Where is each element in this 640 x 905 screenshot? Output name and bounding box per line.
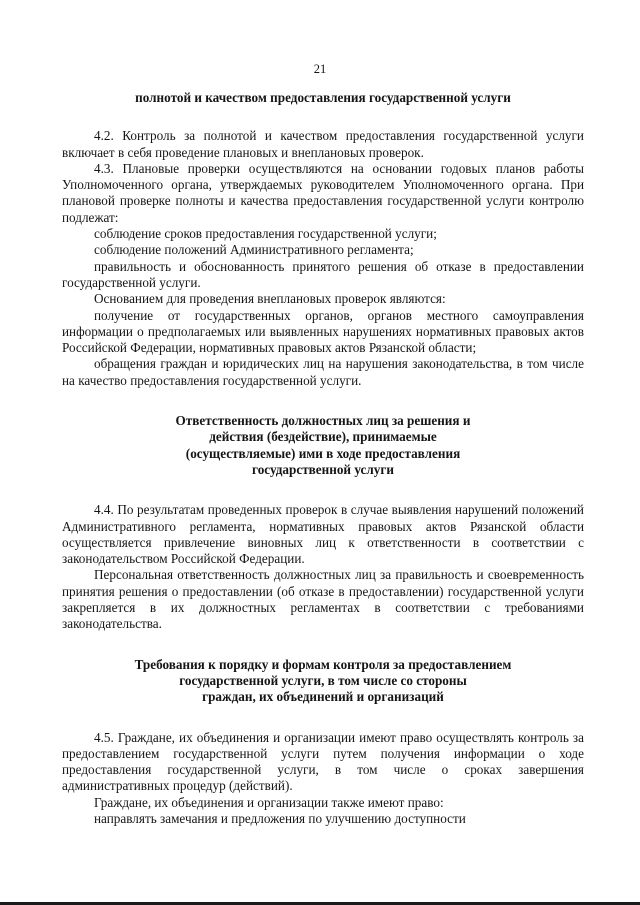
paragraph-citizens-rights: Граждане, их объединения и организации также имеют право: <box>94 794 444 810</box>
requirements-heading <box>62 657 584 706</box>
continued-section-heading: полнотой и качеством предоставления государственной услуги <box>135 90 511 105</box>
section-requirements-body <box>62 730 584 828</box>
list-item-decision-validity: правильность и обоснованность принятого решения об отказе в предоставлении государственной услуги. <box>62 258 584 290</box>
paragraph-unscheduled-grounds: Основанием для проведения внеплановых проверок являются: <box>94 291 446 307</box>
heading-line: граждан, их объединений и организаций <box>202 689 444 705</box>
section-control-body <box>62 128 584 389</box>
paragraph-4-4: 4.4. По результатам проведенных проверок в случае выявления нарушений положений Административного регламента, нормативных правовых актов Рязанской области осуществляется привлечение виновных лиц к ответственности в соответствии с законодательством Российской Федерации. <box>62 502 584 567</box>
responsibility-heading <box>62 413 584 478</box>
paragraph-personal-responsibility: Персональная ответственность должностных лиц за правильность и своевременность принятия решения о предоставлении (об отказе в предоставлении) государственной услуги закрепляется в их должностных регламентах в соответствии с требованиями законодательства. <box>62 567 584 632</box>
heading-line: Требования к порядку и формам контроля за предоставлением <box>134 656 512 672</box>
heading-line: Ответственность должностных лиц за решения и <box>175 413 471 429</box>
paragraph-4-3: 4.3. Плановые проверки осуществляются на основании годовых планов работы Уполномоченного органа, утверждаемых руководителем Уполномоченного органа. При плановой проверке полноты и качества предоставления государственной услуги контролю подлежат: <box>62 160 584 225</box>
list-item-send-remarks: направлять замечания и предложения по улучшению доступности <box>94 810 466 826</box>
heading-line: государственной услуги <box>252 461 394 477</box>
page-content <box>62 90 584 827</box>
paragraph-4-2: 4.2. Контроль за полнотой и качеством предоставления государственной услуги включает в себя проведение плановых и внеплановых проверок. <box>62 128 584 160</box>
page-number: 21 <box>313 62 327 76</box>
list-item-deadlines: соблюдение сроков предоставления государственной услуги; <box>94 226 437 242</box>
list-item-regulation: соблюдение положений Административного регламента; <box>94 242 414 258</box>
heading-line: действия (бездействие), принимаемые <box>209 429 437 445</box>
heading-line: (осуществляемые) ими в ходе предоставления <box>185 445 461 461</box>
heading-line: государственной услуги, в том числе со стороны <box>179 672 467 688</box>
list-item-info-from-authorities: получение от государственных органов, органов местного самоуправления информации о предполагаемых или выявленных нарушениях нормативных правовых актов Российской Федерации, нормативных правовых актов Рязанской области; <box>62 307 584 356</box>
list-item-citizen-appeals: обращения граждан и юридических лиц на нарушения законодательства, в том числе на качество предоставления государственной услуги. <box>62 356 584 388</box>
section-responsibility-body <box>62 502 584 632</box>
paragraph-4-5: 4.5. Граждане, их объединения и организации имеют право осуществлять контроль за предоставлением государственной услуги путем получения информации о ходе предоставления государственной услуги, в том числе о сроках завершения административных процедур (действий). <box>62 729 584 794</box>
